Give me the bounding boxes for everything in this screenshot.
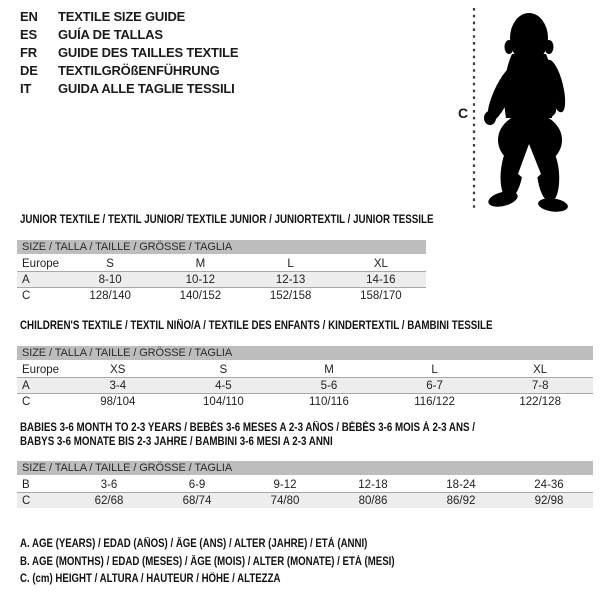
legend-line: C. (cm) HEIGHT / ALTURA / HAUTEUR / HÖHE / ALTEZZA — [20, 573, 281, 585]
size-header-bar: SIZE / TALLA / TAILLE / GRÖSSE / TAGLIA — [17, 461, 593, 476]
legend-line: B. AGE (MONTHS) / EDAD (MESES) / ÂGE (MOIS) / ALTER (MONATE) / ETÀ (MESI) — [20, 555, 395, 568]
row-label: C — [17, 288, 65, 304]
babies-textile-section — [17, 421, 593, 508]
size-cell: 92/98 — [505, 493, 593, 509]
size-cell: 104/110 — [171, 394, 277, 410]
language-row — [20, 80, 238, 98]
size-cell: XL — [373, 257, 388, 270]
size-cell: 18-24 — [446, 478, 476, 491]
size-header-bar: SIZE / TALLA / TAILLE / GRÖSSE / TAGLIA — [17, 240, 426, 255]
height-c-label: C — [458, 105, 469, 121]
size-cell: 158/170 — [336, 288, 426, 304]
language-guide-title: TEXTILE SIZE GUIDE — [58, 9, 186, 24]
row-label: Europe — [22, 257, 60, 270]
language-guide-title: GUIDE DES TAILLES TEXTILE — [58, 45, 239, 60]
size-cell: 80/86 — [329, 493, 417, 509]
baby-silhouette-icon — [482, 6, 598, 212]
table-title: CHILDREN'S TEXTILE / TEXTIL NIÑO/A / TEXTILE DES ENFANTS / KINDERTEXTIL / BAMBINI TESSILE — [20, 320, 493, 332]
table-row — [17, 476, 593, 493]
size-cell: XL — [533, 363, 548, 376]
table-row — [17, 255, 426, 272]
table-row — [17, 361, 593, 378]
language-code: FR — [20, 45, 37, 60]
language-code: DE — [20, 63, 38, 78]
size-cell: 12-13 — [246, 272, 336, 288]
size-cell: 7-8 — [487, 378, 593, 394]
row-label: C — [17, 493, 65, 509]
size-table — [17, 240, 426, 303]
language-row — [20, 8, 238, 26]
size-cell: 9-12 — [273, 478, 297, 491]
language-code: IT — [20, 81, 32, 96]
size-cell: 14-16 — [336, 272, 426, 288]
row-label: A — [17, 272, 65, 288]
size-legend — [20, 536, 466, 589]
language-list — [20, 8, 238, 98]
language-code: EN — [20, 9, 38, 24]
language-code: ES — [20, 27, 37, 42]
language-guide-title: TEXTILGRÖßENFÜHRUNG — [58, 63, 220, 78]
table-row — [17, 493, 593, 509]
size-cell: 152/158 — [246, 288, 336, 304]
baby-height-figure — [455, 4, 600, 216]
size-cell: 5-6 — [276, 378, 382, 394]
table-row — [17, 272, 426, 288]
size-cell: 74/80 — [241, 493, 329, 509]
row-label: C — [17, 394, 65, 410]
childrens-textile-section — [17, 319, 593, 409]
size-cell: 140/152 — [155, 288, 245, 304]
size-cell: 62/68 — [65, 493, 153, 509]
size-cell: 6-7 — [382, 378, 488, 394]
table-title: BABIES 3-6 MONTH TO 2-3 YEARS / BEBÉS 3-6 MESES A 2-3 AÑOS / BÉBÉS 3-6 MOIS À 2-3 ANS / — [20, 422, 476, 434]
table-title: BABYS 3-6 MONATE BIS 2-3 JAHRE / BAMBINI 3-6 MESI A 2-3 ANNI — [20, 436, 333, 448]
junior-textile-section — [17, 213, 434, 303]
table-row — [17, 378, 593, 394]
size-cell: L — [431, 363, 438, 376]
size-cell: S — [219, 363, 228, 376]
size-cell: 98/104 — [65, 394, 171, 410]
language-row — [20, 44, 238, 62]
table-row — [17, 394, 593, 410]
size-cell: 128/140 — [65, 288, 155, 304]
size-cell: 6-9 — [188, 478, 206, 491]
size-table — [17, 461, 593, 508]
size-cell: 8-10 — [65, 272, 155, 288]
row-label: Europe — [22, 363, 60, 376]
language-row — [20, 62, 238, 80]
size-cell: M — [195, 257, 206, 270]
size-cell: 122/128 — [487, 394, 593, 410]
row-label: B — [22, 478, 30, 491]
row-label: A — [17, 378, 65, 394]
height-dashed-line-icon — [472, 6, 476, 212]
size-header-bar: SIZE / TALLA / TAILLE / GRÖSSE / TAGLIA — [17, 346, 593, 361]
size-cell: L — [287, 257, 294, 270]
size-cell: 110/116 — [276, 394, 382, 410]
legend-line: A. AGE (YEARS) / EDAD (AÑOS) / ÂGE (ANS) / ALTER (JAHRE) / ETÀ (ANNI) — [20, 538, 368, 550]
language-row — [20, 26, 238, 44]
size-cell: 10-12 — [155, 272, 245, 288]
size-cell: M — [324, 363, 334, 376]
size-cell: XS — [110, 363, 126, 376]
size-cell: 3-4 — [65, 378, 171, 394]
size-cell: 68/74 — [153, 493, 241, 509]
size-cell: 12-18 — [358, 478, 388, 491]
table-row — [17, 288, 426, 304]
size-cell: 86/92 — [417, 493, 505, 509]
size-cell: S — [106, 257, 114, 270]
size-cell: 3-6 — [100, 478, 118, 491]
size-cell: 4-5 — [171, 378, 277, 394]
size-cell: 24-36 — [534, 478, 564, 491]
size-cell: 116/122 — [382, 394, 488, 410]
language-guide-title: GUÍA DE TALLAS — [58, 27, 163, 42]
language-guide-title: GUIDA ALLE TAGLIE TESSILI — [58, 81, 235, 96]
table-title: JUNIOR TEXTILE / TEXTIL JUNIOR/ TEXTILE JUNIOR / JUNIORTEXTIL / JUNIOR TESSILE — [20, 214, 434, 226]
size-table — [17, 346, 593, 409]
